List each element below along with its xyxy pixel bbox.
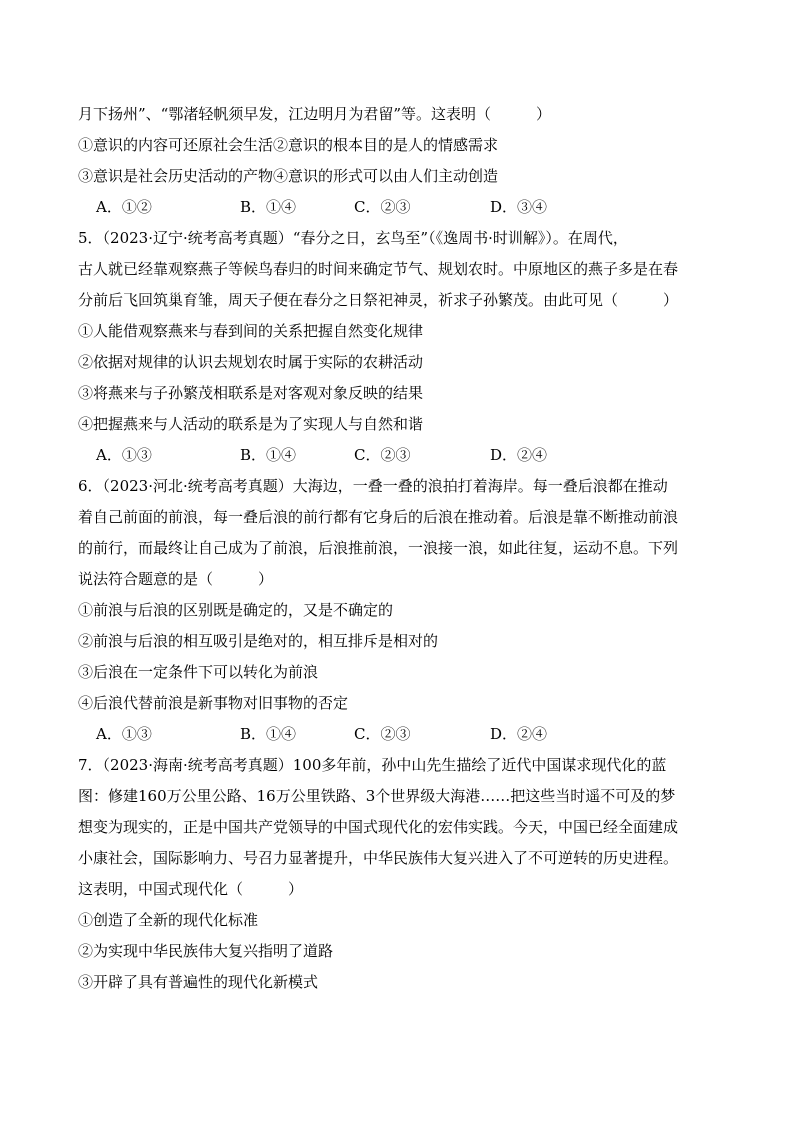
q4-option-a[interactable]: A．①②: [96, 198, 152, 216]
q5-stem-line-1: 5．（2023·辽宁·统考高考真题）“春分之日，玄鸟至”（《逸周书·时训解》）。在周代，: [78, 229, 628, 247]
q5-stem-line-3: 分前后飞回筑巢育雏，周天子便在春分之日祭祀神灵，祈求子孙繁茂。由此可见（ ）: [78, 291, 679, 309]
q7-stem-line-3: 想变为现实的，正是中国共产党领导的中国式现代化的宏伟实践。今天，中国已经全面建成: [78, 818, 679, 836]
q6-statement-1: ①前浪与后浪的区别既是确定的，又是不确定的: [78, 601, 394, 619]
q6-option-c[interactable]: C．②③: [354, 725, 411, 743]
q5-statement-2: ②依据对规律的认识去规划农时属于实际的农耕活动: [78, 353, 424, 371]
q5-statement-4: ④把握燕来与人活动的联系是为了实现人与自然和谐: [78, 415, 424, 433]
q5-option-b[interactable]: B．①④: [240, 446, 297, 464]
q6-option-b[interactable]: B．①④: [240, 725, 297, 743]
q6-statement-4: ④后浪代替前浪是新事物对旧事物的否定: [78, 694, 349, 712]
q6-option-d[interactable]: D．②④: [490, 725, 548, 743]
q6-stem-line-1: 6．（2023·河北·统考高考真题）大海边，一叠一叠的浪拍打着海岸。每一叠后浪都在推动: [78, 477, 668, 495]
q4-option-c[interactable]: C．②③: [354, 198, 411, 216]
q7-statement-1: ①创造了全新的现代化标准: [78, 911, 259, 929]
q7-stem-line-1: 7．（2023·海南·统考高考真题）100多年前，孙中山先生描绘了近代中国谋求现代化的蓝: [78, 756, 667, 774]
q5-statement-3: ③将燕来与子孙繁茂相联系是对客观对象反映的结果: [78, 384, 424, 402]
q4-statement-1: ①意识的内容可还原社会生活②意识的根本目的是人的情感需求: [78, 136, 499, 154]
q5-stem-line-2: 古人就已经靠观察燕子等候鸟春归的时间来确定节气、规划农时。中原地区的燕子多是在春: [78, 260, 679, 278]
q7-stem-line-4: 小康社会，国际影响力、号召力显著提升，中华民族伟大复兴进入了不可逆转的历史进程。: [78, 849, 679, 867]
q5-statement-1: ①人能借观察燕来与春到间的关系把握自然变化规律: [78, 322, 424, 340]
q4-statement-2: ③意识是社会历史活动的产物④意识的形式可以由人们主动创造: [78, 167, 499, 185]
q7-statement-2: ②为实现中华民族伟大复兴指明了道路: [78, 942, 334, 960]
q4-option-d[interactable]: D．③④: [490, 198, 548, 216]
q6-statement-2: ②前浪与后浪的相互吸引是绝对的，相互排斥是相对的: [78, 632, 439, 650]
q7-statement-3: ③开辟了具有普遍性的现代化新模式: [78, 973, 319, 991]
q6-stem-line-4: 说法符合题意的是（ ）: [78, 570, 274, 588]
q5-option-c[interactable]: C．②③: [354, 446, 411, 464]
q6-stem-line-2: 着自己前面的前浪，每一叠后浪的前行都有它身后的后浪在推动着。后浪是靠不断推动前浪: [78, 508, 679, 526]
q6-option-a[interactable]: A．①③: [96, 725, 152, 743]
q7-stem-line-2: 图：修建160万公里公路、16万公里铁路、3个世界级大海港……把这些当时遥不可及的梦: [78, 787, 676, 805]
q5-option-d[interactable]: D．②④: [490, 446, 548, 464]
q5-option-a[interactable]: A．①③: [96, 446, 152, 464]
q6-statement-3: ③后浪在一定条件下可以转化为前浪: [78, 663, 319, 681]
q4-stem-tail: 月下扬州”、“鄂渚轻帆须早发，江边明月为君留”等。这表明（ ）: [78, 105, 552, 123]
q4-option-b[interactable]: B．①④: [240, 198, 297, 216]
q6-stem-line-3: 的前行，而最终让自己成为了前浪，后浪推前浪，一浪接一浪，如此往复，运动不息。下列: [78, 539, 679, 557]
q7-stem-line-5: 这表明，中国式现代化（ ）: [78, 880, 304, 898]
